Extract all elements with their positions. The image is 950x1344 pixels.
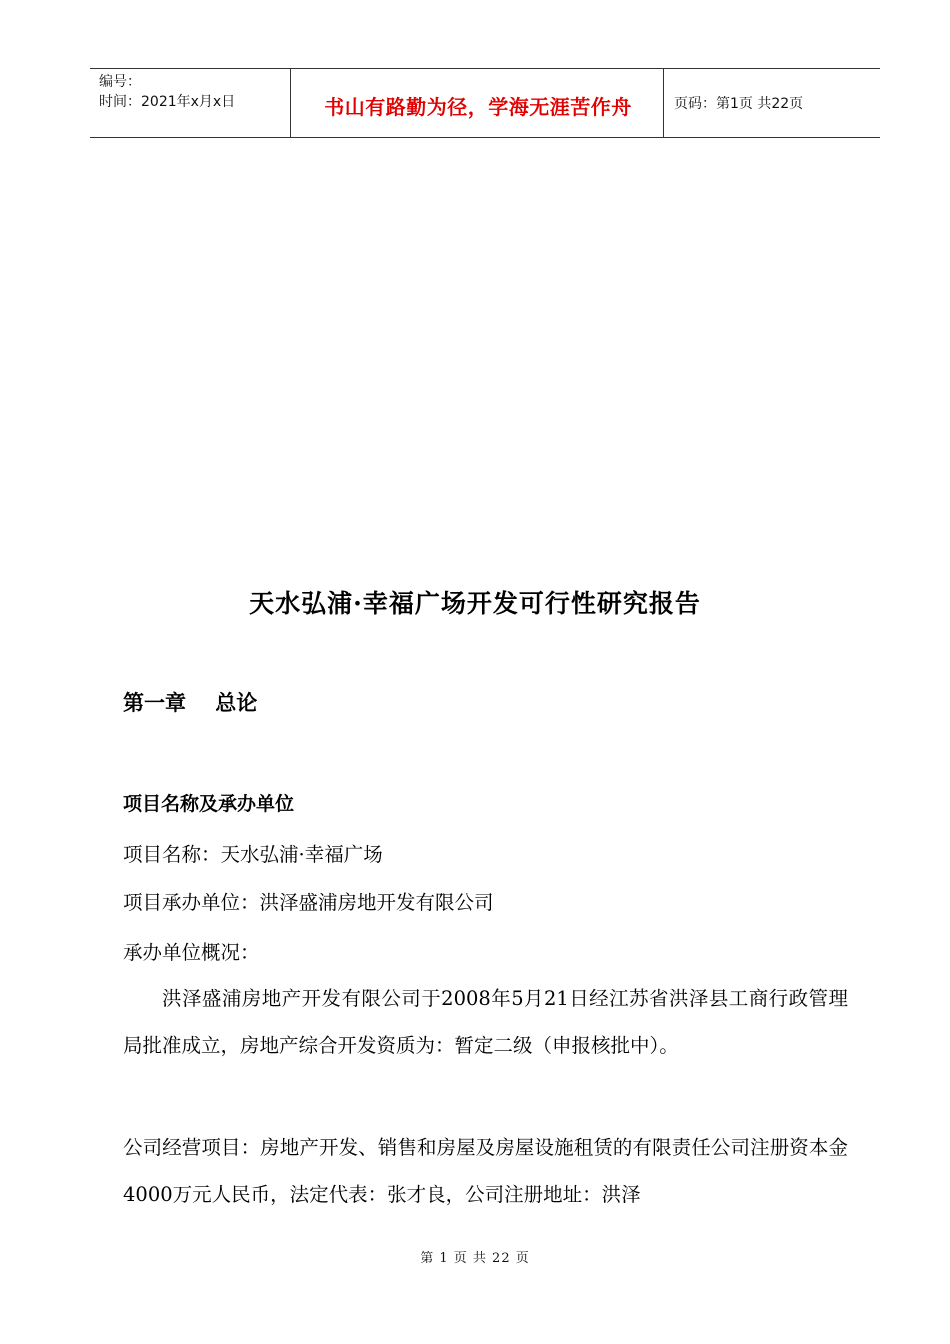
header-meta: [99, 72, 235, 112]
header-divider: [663, 69, 664, 137]
page-footer: 第 1 页 共 22 页: [420, 1251, 530, 1266]
business-paragraph: 公司经营项目：房地产开发、销售和房屋及房屋设施租赁的有限责任公司注册资本金4000万元人民币，法定代表：张才良，公司注册地址：洪泽: [123, 1136, 848, 1206]
header-motto: 书山有路勤为径，学海无涯苦作舟: [324, 95, 632, 119]
section-heading: 项目名称及承办单位: [123, 793, 295, 815]
chapter-heading: 第一章 总论: [123, 690, 258, 715]
time-label: 时间：2021年x月x日: [99, 94, 236, 110]
header-page-number: 页码：第1页 共22页: [674, 96, 804, 112]
overview-paragraph: 洪泽盛浦房地产开发有限公司于2008年5月21日经江苏省洪泽县工商行政管理局批准成立，房地产综合开发资质为：暂定二级（申报核批中）。: [123, 987, 848, 1057]
number-label: 编号：: [99, 74, 141, 90]
document-title: 天水弘浦·幸福广场开发可行性研究报告: [249, 589, 701, 618]
overview-label: 承办单位概况：: [123, 941, 260, 964]
page-header: [90, 68, 880, 138]
header-divider: [290, 69, 291, 137]
organizer-line: 项目承办单位：洪泽盛浦房地开发有限公司: [123, 891, 494, 914]
project-name-line: 项目名称：天水弘浦·幸福广场: [123, 843, 383, 866]
